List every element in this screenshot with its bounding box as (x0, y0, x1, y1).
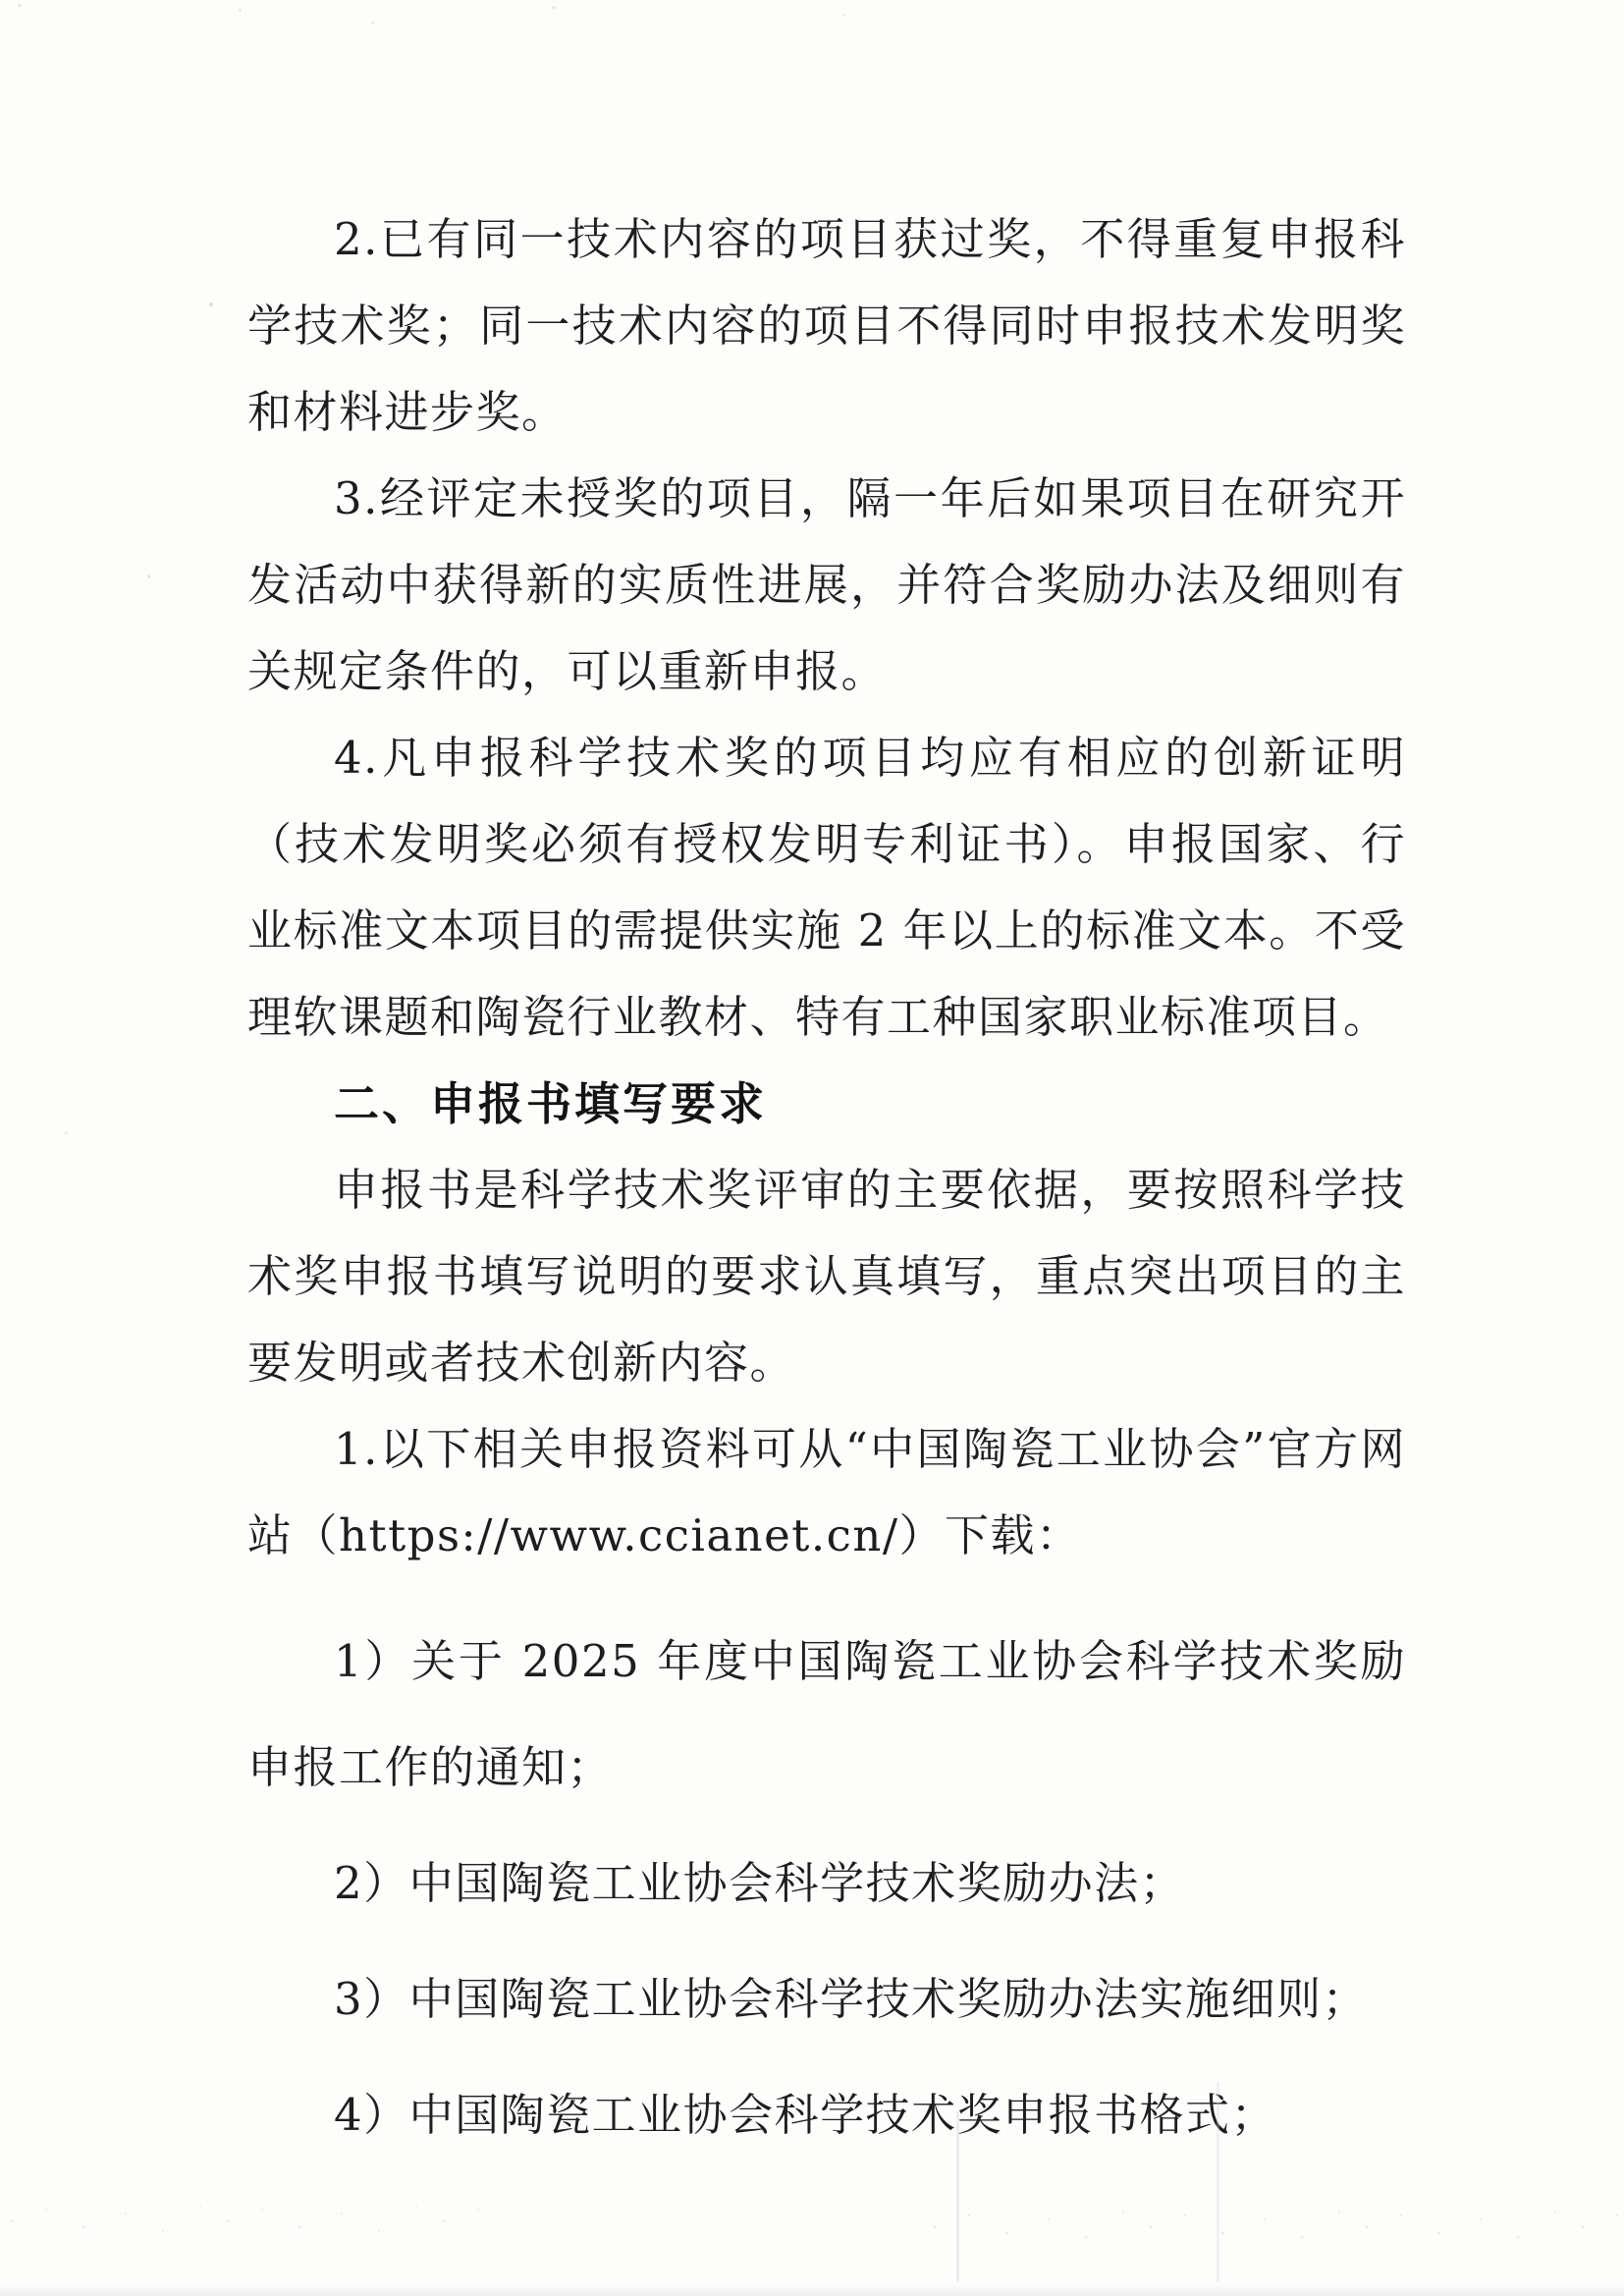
download-list (247, 1609, 1406, 2168)
scan-noise-right (923, 2198, 1624, 2243)
download-item-1: 1）关于 2025 年度中国陶瓷工业协会科学技术奖励申报工作的通知； (247, 1635, 1406, 1793)
section-heading: 二、申报书填写要求 (334, 1077, 767, 1130)
scan-noise-left (0, 2192, 491, 2237)
paragraph-rule-4: 4.凡申报科学技术奖的项目均应有相应的创新证明（技术发明奖必须有授权发明专利证书）。申报国家、行业标准文本项目的需提供实施 2 年以上的标准文本。不受理软课题和陶瓷行业教材、特有工种国家职业标准项目。 (247, 732, 1406, 1043)
scan-speck (147, 574, 150, 578)
paragraph-rule-3: 3.经评定未授奖的项目，隔一年后如果项目在研究开发活动中获得新的实质性进展，并符合奖励办法及细则有关规定条件的，可以重新申报。 (247, 472, 1406, 697)
scan-speck (239, 9, 242, 12)
scan-speck (371, 22, 374, 25)
download-item-2: 2）中国陶瓷工业协会科学技术奖励办法； (334, 1857, 1186, 1909)
document-body (247, 196, 1406, 2168)
paragraph-intro: 申报书是科学技术奖评审的主要依据，要按照科学技术奖申报书填写说明的要求认真填写，重点突出项目的主要发明或者技术创新内容。 (247, 1164, 1406, 1389)
scan-speck (209, 302, 213, 306)
download-item-3: 3）中国陶瓷工业协会科学技术奖励办法实施细则； (334, 1973, 1369, 2025)
scan-speck (552, 6, 556, 9)
scan-speck (842, 14, 845, 17)
paragraph-rule-2: 2.已有同一技术内容的项目获过奖，不得重复申报科学技术奖；同一技术内容的项目不得同时申报技术发明奖和材料进步奖。 (247, 213, 1406, 438)
scan-speck (18, 4, 22, 7)
paragraph-download-source: 1.以下相关申报资料可从“中国陶瓷工业协会”官方网站（https://www.ccianet.cn/）下载： (247, 1423, 1406, 1561)
download-item-4: 4）中国陶瓷工业协会科学技术奖申报书格式； (334, 2089, 1277, 2141)
scan-speck (65, 1131, 68, 1134)
